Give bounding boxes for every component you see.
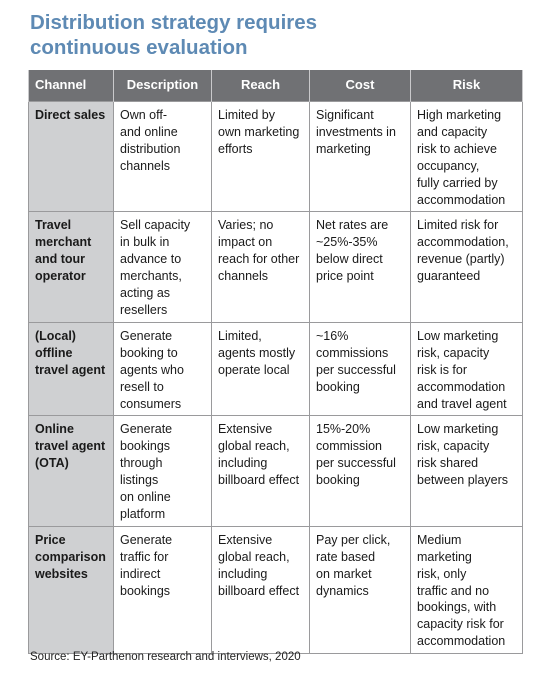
description-cell: Generate booking to agents who resell to consumers [114, 322, 212, 416]
header-description: Description [114, 70, 212, 102]
description-cell: Generate bookings through listings on online platform [114, 416, 212, 526]
table-row [29, 322, 523, 416]
title-line-1: Distribution strategy requires [30, 11, 318, 34]
risk-cell: Low marketing risk, capacity risk shared between players [411, 416, 523, 526]
source-note: Source: EY-Parthenon research and interviews, 2020 [30, 651, 301, 663]
table-row [29, 526, 523, 653]
distribution-table [28, 70, 523, 654]
header-reach: Reach [212, 70, 310, 102]
cost-cell: Net rates are ~25%-35% below direct price point [310, 212, 411, 322]
reach-cell: Extensive global reach, including billboard effect [212, 526, 310, 653]
channel-cell: Online travel agent (OTA) [29, 416, 114, 526]
header-row [29, 70, 523, 102]
channel-cell: Direct sales [29, 102, 114, 212]
page-title [30, 10, 530, 60]
reach-cell: Extensive global reach, including billboard effect [212, 416, 310, 526]
description-cell: Sell capacity in bulk in advance to merchants, acting as resellers [114, 212, 212, 322]
risk-cell: Medium marketing risk, only traffic and no bookings, with capacity risk for accommodation [411, 526, 523, 653]
risk-cell: Limited risk for accommodation, revenue (partly) guaranteed [411, 212, 523, 322]
table-row [29, 416, 523, 526]
table-row [29, 212, 523, 322]
channel-cell: (Local) offline travel agent [29, 322, 114, 416]
reach-cell: Varies; no impact on reach for other channels [212, 212, 310, 322]
risk-cell: High marketing and capacity risk to achieve occupancy, fully carried by accommodation [411, 102, 523, 212]
reach-cell: Limited by own marketing efforts [212, 102, 310, 212]
cost-cell: ~16% commissions per successful booking [310, 322, 411, 416]
table-row [29, 102, 523, 212]
cost-cell: 15%-20% commission per successful booking [310, 416, 411, 526]
cost-cell: Pay per click, rate based on market dynamics [310, 526, 411, 653]
header-channel: Channel [29, 70, 114, 102]
channel-cell: Price comparison websites [29, 526, 114, 653]
description-cell: Own off- and online distribution channels [114, 102, 212, 212]
header-cost: Cost [310, 70, 411, 102]
cost-cell: Significant investments in marketing [310, 102, 411, 212]
title-line-2: continuous evaluation [30, 36, 248, 59]
reach-cell: Limited, agents mostly operate local [212, 322, 310, 416]
risk-cell: Low marketing risk, capacity risk is for accommodation and travel agent [411, 322, 523, 416]
header-risk: Risk [411, 70, 523, 102]
channel-cell: Travel merchant and tour operator [29, 212, 114, 322]
description-cell: Generate traffic for indirect bookings [114, 526, 212, 653]
